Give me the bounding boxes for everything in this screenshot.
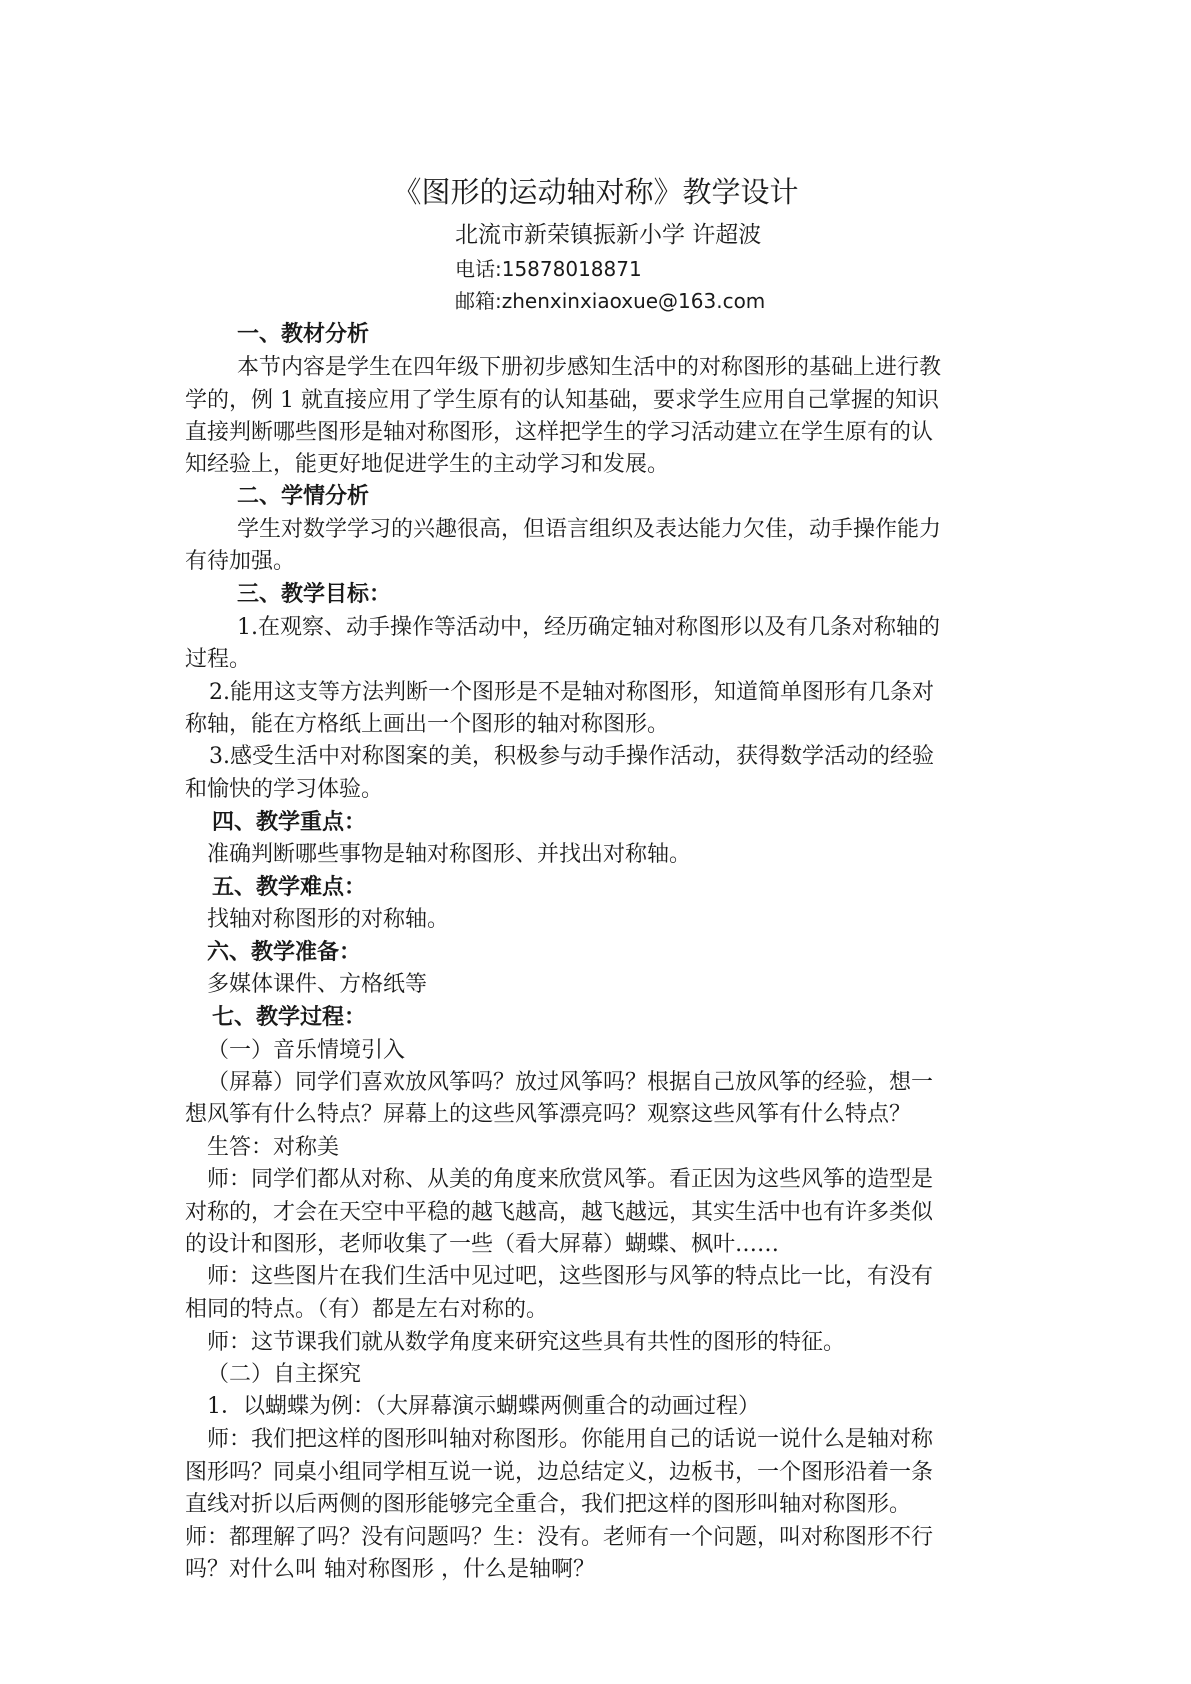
paragraph-line: 想风筝有什么特点？屏幕上的这些风筝漂亮吗？观察这些风筝有什么特点？ <box>185 1102 912 1127</box>
paragraph-line: 学生对数学学习的兴趣很高，但语言组织及表达能力欠佳，动手操作能力 <box>237 517 942 542</box>
goal-line: 2.能用这支等方法判断一个图形是不是轴对称图形，知道简单图形有几条对 <box>209 680 934 705</box>
paragraph-line: 图形吗？同桌小组同学相互说一说，边总结定义，边板书，一个图形沿着一条 <box>185 1460 934 1485</box>
goal-line: 3.感受生活中对称图案的美，积极参与动手操作活动，获得数学活动的经验 <box>209 744 934 769</box>
paragraph-line: 对称的，才会在天空中平稳的越飞越高，越飞越远，其实生活中也有许多类似 <box>185 1200 934 1225</box>
subsection-heading: （二）自主探究 <box>207 1362 362 1387</box>
subsection-heading: （一）音乐情境引入 <box>207 1038 406 1063</box>
author-email: 邮箱:zhenxinxiaoxue@163.com <box>455 289 766 313</box>
paragraph-line: 师：都理解了吗？没有问题吗？生：没有。老师有一个问题，叫对称图形不行 <box>185 1525 934 1550</box>
section-heading-teaching-goals: 三、教学目标： <box>237 582 392 607</box>
paragraph-line: 准确判断哪些事物是轴对称图形、并找出对称轴。 <box>207 842 692 867</box>
author-phone: 电话:15878018871 <box>455 257 642 281</box>
paragraph-line: 本节内容是学生在四年级下册初步感知生活中的对称图形的基础上进行教 <box>237 355 942 380</box>
paragraph-line: （屏幕）同学们喜欢放风筝吗？放过风筝吗？根据自己放风筝的经验，想一 <box>207 1070 934 1095</box>
section-heading-textbook-analysis: 一、教材分析 <box>237 322 370 347</box>
section-heading-key-points: 四、教学重点： <box>212 810 367 835</box>
section-heading-student-analysis: 二、学情分析 <box>237 484 370 509</box>
paragraph-line: 师：我们把这样的图形叫轴对称图形。你能用自己的话说一说什么是轴对称 <box>207 1427 934 1452</box>
paragraph-line: 找轴对称图形的对称轴。 <box>207 907 450 932</box>
paragraph-line: 学的，例 1 就直接应用了学生原有的认知基础，要求学生应用自己掌握的知识 <box>185 388 939 413</box>
goal-line: 称轴，能在方格纸上画出一个图形的轴对称图形。 <box>185 712 670 737</box>
paragraph-line: 直线对折以后两侧的图形能够完全重合，我们把这样的图形叫轴对称图形。 <box>185 1492 912 1517</box>
section-heading-teaching-process: 七、教学过程： <box>212 1005 367 1030</box>
paragraph-line: 的设计和图形，老师收集了一些（看大屏幕）蝴蝶、枫叶…… <box>185 1232 780 1257</box>
author-school-name: 北流市新荣镇振新小学 许超波 <box>455 222 762 248</box>
paragraph-line: 生答：对称美 <box>207 1135 340 1160</box>
paragraph-line: 师：这节课我们就从数学角度来研究这些具有共性的图形的特征。 <box>207 1330 846 1355</box>
section-heading-preparation: 六、教学准备： <box>207 940 362 965</box>
paragraph-line: 师：同学们都从对称、从美的角度来欣赏风筝。看正因为这些风筝的造型是 <box>207 1167 934 1192</box>
goal-line: 过程。 <box>185 647 252 672</box>
paragraph-line: 多媒体课件、方格纸等 <box>207 972 428 997</box>
paragraph-line: 1．以蝴蝶为例：（大屏幕演示蝴蝶两侧重合的动画过程） <box>207 1394 760 1419</box>
paragraph-line: 吗？对什么叫 轴对称图形 ，什么是轴啊？ <box>185 1557 595 1582</box>
paragraph-line: 师：这些图片在我们生活中见过吧，这些图形与风筝的特点比一比，有没有 <box>207 1264 934 1289</box>
page-title: 《图形的运动轴对称》教学设计 <box>392 175 799 209</box>
goal-line: 1.在观察、动手操作等活动中，经历确定轴对称图形以及有几条对称轴的 <box>237 615 940 640</box>
paragraph-line: 知经验上，能更好地促进学生的主动学习和发展。 <box>185 452 670 477</box>
paragraph-line: 直接判断哪些图形是轴对称图形，这样把学生的学习活动建立在学生原有的认 <box>185 420 934 445</box>
goal-line: 和愉快的学习体验。 <box>185 777 384 802</box>
section-heading-difficulties: 五、教学难点： <box>212 875 367 900</box>
paragraph-line: 有待加强。 <box>185 549 296 574</box>
paragraph-line: 相同的特点。（有）都是左右对称的。 <box>185 1297 549 1322</box>
